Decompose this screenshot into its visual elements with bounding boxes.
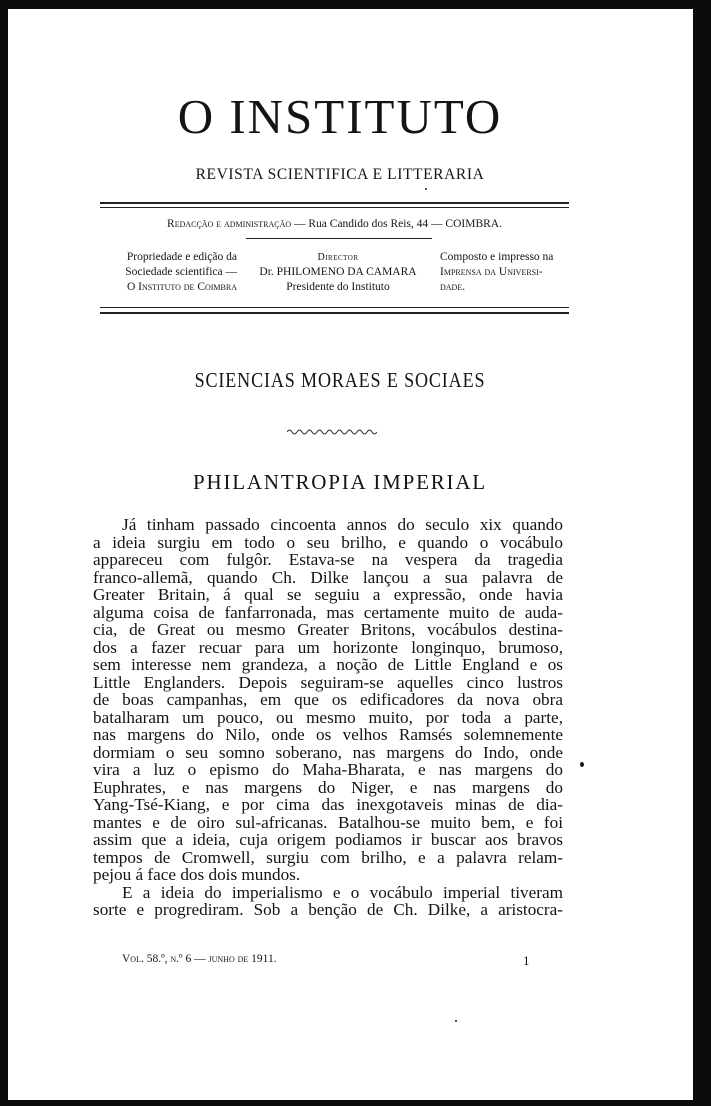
publisher-line-2: Sociedade scientifica — [125, 266, 237, 278]
administration-line [100, 218, 569, 230]
text-line: sorte e progrediram. Sob a benção de Ch. Dilke, a aristocra- [93, 900, 563, 919]
text-line: appareceu com fulgôr. Estava-se na vespera da tragedia [93, 550, 563, 569]
printer-line-2: Imprensa da Universi- [440, 266, 543, 278]
text-line: Yang-Tsé-Kiang, e por cima das inexgotaveis minas de dia- [93, 795, 563, 814]
director-role: Presidente do Instituto [286, 281, 390, 293]
text-line: E a ideia do imperialismo e o vocábulo imperial tiveram [122, 882, 563, 902]
section-heading: SCIENCIAS MORAES E SOCIAES [194, 368, 486, 392]
text-line: Euphrates, e nas margens do Niger, e nas margens do [93, 777, 563, 797]
director-name: Dr. PHILOMENO DA CAMARA [259, 266, 417, 278]
text-line: dos a fazer recuar para um horizonte longinquo, brumoso, [93, 637, 563, 657]
text-line: a ideia surgiu em todo o seu brilho, e quando o vocábulo [93, 532, 563, 552]
text-line: Little Englanders. Depois seguiram-se aquelles cinco lustros [93, 672, 563, 692]
masthead-rule-top-2 [100, 207, 569, 208]
volume-footer: Vol. 58.º, n.º 6 — junho de 1911. [122, 953, 277, 965]
ink-speck [425, 188, 427, 190]
admin-label: Redacção e administração [167, 218, 292, 230]
text-line: Greater Britain, á qual se seguiu a expressão, onde havia [93, 585, 563, 604]
ornament-divider [287, 428, 377, 436]
text-line: franco-allemã, quando Ch. Dilke lançou a sua palavra de [93, 567, 563, 587]
scan-border-bottom [0, 1100, 711, 1106]
text-line: tempos de Cromwell, surgiu com brilho, e a palavra relam- [93, 847, 563, 867]
text-line: dormiam o seu somno soberano, nas margens do Indo, onde [93, 742, 563, 762]
masthead-rule-bottom-1 [100, 307, 569, 308]
text-line: batalharam um pouco, ou mesmo muito, por toda a parte, [93, 707, 563, 727]
publisher-line-1: Propriedade e edição da [126, 251, 237, 263]
director-label: Director [317, 252, 359, 263]
text-line: sem interesse nem grandeza, a noção de Little England e os [93, 655, 563, 674]
masthead-rule-bottom-2 [100, 312, 569, 314]
text-line: alguma coisa de fanfarronada, mas certamente muito de auda- [93, 602, 563, 622]
admin-address: — Rua Candido dos Reis, 44 — COIMBRA. [294, 218, 502, 230]
admin-divider [246, 238, 432, 239]
text-line: mantes e de oiro sul-africanas. Batalhou-se muito bem, e foi [93, 812, 563, 832]
text-line: nas margens do Nilo, onde os velhos Ramsés solemnemente [93, 725, 563, 744]
printer-info [440, 250, 570, 295]
scan-border-right [693, 0, 711, 1106]
text-line: cia, de Great ou mesmo Greater Britons, vocábulos destina- [93, 620, 563, 639]
publisher-info [97, 250, 237, 295]
journal-subtitle: REVISTA SCIENTIFICA E LITTERARIA [195, 166, 485, 183]
text-line: pejou á face dos dois mundos. [93, 865, 301, 884]
article-title: PHILANTROPIA IMPERIAL [193, 470, 487, 494]
masthead-rule-top-1 [100, 202, 569, 204]
ink-speck [580, 762, 584, 767]
journal-title: O INSTITUTO [177, 89, 503, 144]
text-line: Já tinham passado cincoenta annos do seculo xix quando [122, 515, 563, 534]
director-info [240, 250, 436, 295]
printer-line-1: Composto e impresso na [440, 251, 554, 263]
publisher-line-3: O Instituto de Coimbra [126, 281, 237, 293]
scan-border-top [0, 0, 711, 9]
article-body [93, 516, 563, 919]
ink-speck [455, 1020, 457, 1022]
text-line: vira a luz o epismo do Maha-Bharata, e nas margens do [93, 760, 563, 779]
printer-line-3: dade. [440, 281, 466, 293]
text-line: assim que a ideia, cuja origem podiamos ir buscar aos bravos [93, 830, 563, 849]
page-number: 1 [523, 953, 530, 968]
text-line: de boas campanhas, em que os edificadores da nova obra [93, 690, 563, 709]
